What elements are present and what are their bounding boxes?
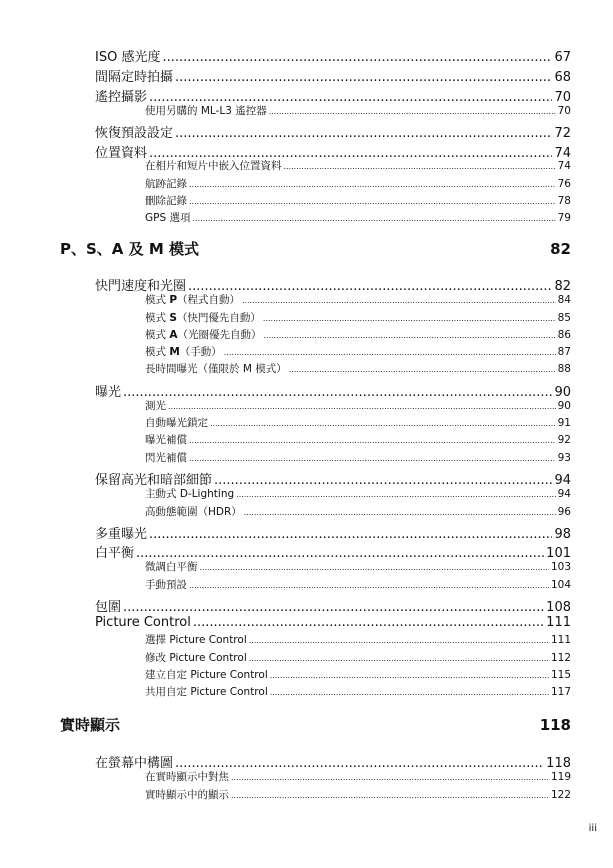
leader-dots [162,50,552,65]
toc-entry-label: 在實時顯示中對焦 [145,771,229,783]
toc-entry-label: 恢復預設設定 [95,126,174,141]
toc-entry-page: 111 [546,615,571,630]
leader-dots [175,126,552,141]
leader-dots [231,789,549,801]
leader-dots [175,70,552,85]
toc-entry[interactable] [95,596,571,615]
leader-dots [249,652,549,664]
toc-entry-page: 88 [557,363,571,375]
toc-entry-label: 白平衡 [95,546,135,561]
leader-dots [189,579,549,591]
toc-entry-label: ISO 感光度 [95,50,161,65]
toc-subentry[interactable] [145,769,571,784]
toc-subentry[interactable] [145,398,571,413]
toc-entry-label: 高動態範圍（HDR） [145,506,242,518]
section-title: P、S、A 及 M 模式 [60,240,199,258]
toc-entry-label: 模式 A（光圈優先自動） [145,329,262,341]
leader-dots [236,488,555,500]
leader-dots [263,329,555,341]
toc-entry-label: 閃光補償 [145,452,187,464]
toc-subentry[interactable] [145,667,571,682]
toc-entry[interactable] [95,122,571,141]
toc-entry-label: 遙控攝影 [95,90,148,105]
toc-entry-label: 曝光 [95,385,122,400]
toc-entry-label: 位置資料 [95,146,148,161]
toc-entry-page: 70 [554,90,571,105]
toc-subentry[interactable] [145,684,571,699]
toc-entry-label: 修改 Picture Control [145,652,247,664]
toc-entry-page: 76 [557,178,571,190]
toc-subentry[interactable] [145,292,571,307]
toc-entry-label: 測光 [145,400,166,412]
leader-dots [193,615,544,630]
toc-entry-label: 刪除記錄 [145,195,187,207]
toc-entry-label: 手動預設 [145,579,187,591]
toc-entry-label: 模式 M（手動） [145,346,222,358]
leader-dots [192,212,555,224]
toc-entry-label: 在螢幕中構圖 [95,756,174,771]
leader-dots [189,452,556,464]
toc-entry-page: 90 [554,385,571,400]
leader-dots [210,417,556,429]
toc-subentry[interactable] [145,504,571,519]
leader-dots [123,600,544,615]
toc-subentry[interactable] [145,432,571,447]
mode-letter: S [169,312,177,324]
toc-entry-page: 74 [557,160,571,172]
toc-entry-label: 選擇 Picture Control [145,634,247,646]
toc-entry-page: 82 [554,279,571,294]
toc-subentry[interactable] [145,559,571,574]
toc-entry-page: 85 [557,312,571,324]
toc-entry-page: 87 [557,346,571,358]
leader-dots [189,195,556,207]
mode-letter: M [169,346,180,358]
toc-entry-label: 多重曝光 [95,527,148,542]
toc-entry-label: 共用自定 Picture Control [145,686,268,698]
toc-entry-page: 115 [550,669,571,681]
toc-subentry[interactable] [145,158,571,173]
toc-entry-label: 保留高光和暗部細節 [95,473,213,488]
toc-entry-label: 建立自定 Picture Control [145,669,268,681]
toc-entry-label: 間隔定時拍攝 [95,70,174,85]
leader-dots [224,346,556,358]
leader-dots [200,561,549,573]
mode-letter: P [169,294,178,306]
leader-dots [168,400,556,412]
leader-dots [270,686,549,698]
section-heading-psam[interactable] [60,238,571,259]
toc-entry-page: 90 [557,400,571,412]
toc-entry-page: 118 [546,756,571,771]
leader-dots [242,294,556,306]
toc-entry-page: 67 [554,50,571,65]
section-title: 實時顯示 [60,716,121,734]
toc-entry-label: 模式 S（快門優先自動） [145,312,261,324]
toc-entry-label: Picture Control [95,615,191,630]
toc-entry-page: 74 [554,146,571,161]
leader-dots [231,771,549,783]
toc-subentry[interactable] [145,193,571,208]
toc-entry-label: 主動式 D-Lighting [145,488,235,500]
toc-entry-page: 92 [557,434,571,446]
toc-entry-label: 在相片和短片中嵌入位置資料 [145,160,282,172]
leader-dots [289,363,556,375]
leader-dots [189,434,556,446]
toc-subentry[interactable] [145,176,571,191]
toc-entry-page: 94 [554,473,571,488]
toc-entry-label: 使用另購的 ML-L3 遙控器 [145,105,267,117]
section-heading-live-view[interactable] [60,714,571,735]
toc-subentry[interactable] [145,650,571,665]
toc-subentry[interactable] [145,361,571,376]
toc-entry-page: 122 [550,789,571,801]
toc-entry-page: 108 [546,600,571,615]
toc-subentry[interactable] [145,210,571,225]
toc-entry[interactable] [95,615,571,630]
leader-dots [263,312,556,324]
leader-dots [149,527,552,542]
toc-subentry[interactable] [145,450,571,465]
toc-entry-label: 航跡記錄 [145,178,187,190]
toc-entry-label: 包圍 [95,600,122,615]
toc-entry-page: 98 [554,527,571,542]
leader-dots [284,160,556,172]
toc-entry-page: 68 [554,70,571,85]
toc-entry[interactable] [95,66,571,85]
toc-entry-label: GPS 選項 [145,212,191,224]
toc-entry-label: 長時間曝光（僅限於 M 模式） [145,363,287,375]
toc-entry-page: 91 [557,417,571,429]
section-page: 118 [539,716,571,734]
toc-subentry[interactable] [145,327,571,342]
toc-subentry[interactable] [145,415,571,430]
toc-entry-page: 101 [546,546,571,561]
toc-entry-page: 94 [557,488,571,500]
toc-subentry[interactable] [145,310,571,325]
toc-entry-page: 84 [557,294,571,306]
page-number: iii [588,823,597,834]
toc-entry-page: 103 [550,561,571,573]
leader-dots [244,506,556,518]
toc-subentry[interactable] [145,577,571,592]
leader-dots [269,105,556,117]
leader-dots [270,669,549,681]
toc-entry-label: 實時顯示中的顯示 [145,789,229,801]
toc-entry[interactable] [95,46,571,65]
leader-dots [189,178,556,190]
toc-entry-page: 117 [550,686,571,698]
toc-entry-page: 79 [557,212,571,224]
toc-entry-page: 78 [557,195,571,207]
leader-dots [249,634,549,646]
toc-entry-page: 112 [550,652,571,664]
toc-entry-page: 93 [557,452,571,464]
toc-entry-page: 70 [557,105,571,117]
toc-entry-label: 曝光補償 [145,434,187,446]
toc-entry[interactable] [95,523,571,542]
toc-entry-page: 86 [557,329,571,341]
toc-subentry[interactable] [145,344,571,359]
toc-entry-label: 微調白平衡 [145,561,198,573]
toc-entry-page: 104 [550,579,571,591]
toc-entry-label: 模式 P（程式自動） [145,294,241,306]
toc-subentry[interactable] [145,632,571,647]
toc-subentry[interactable] [145,486,571,501]
mode-letter: A [169,329,178,341]
toc-entry-page: 111 [550,634,571,646]
toc-subentry[interactable] [145,103,571,118]
toc-entry-page: 119 [550,771,571,783]
toc-subentry[interactable] [145,787,571,802]
toc-entry-label: 快門速度和光圈 [95,279,187,294]
toc-entry-label: 自動曝光鎖定 [145,417,208,429]
toc-entry-page: 96 [557,506,571,518]
toc-entry-page: 72 [554,126,571,141]
section-page: 82 [550,240,571,258]
